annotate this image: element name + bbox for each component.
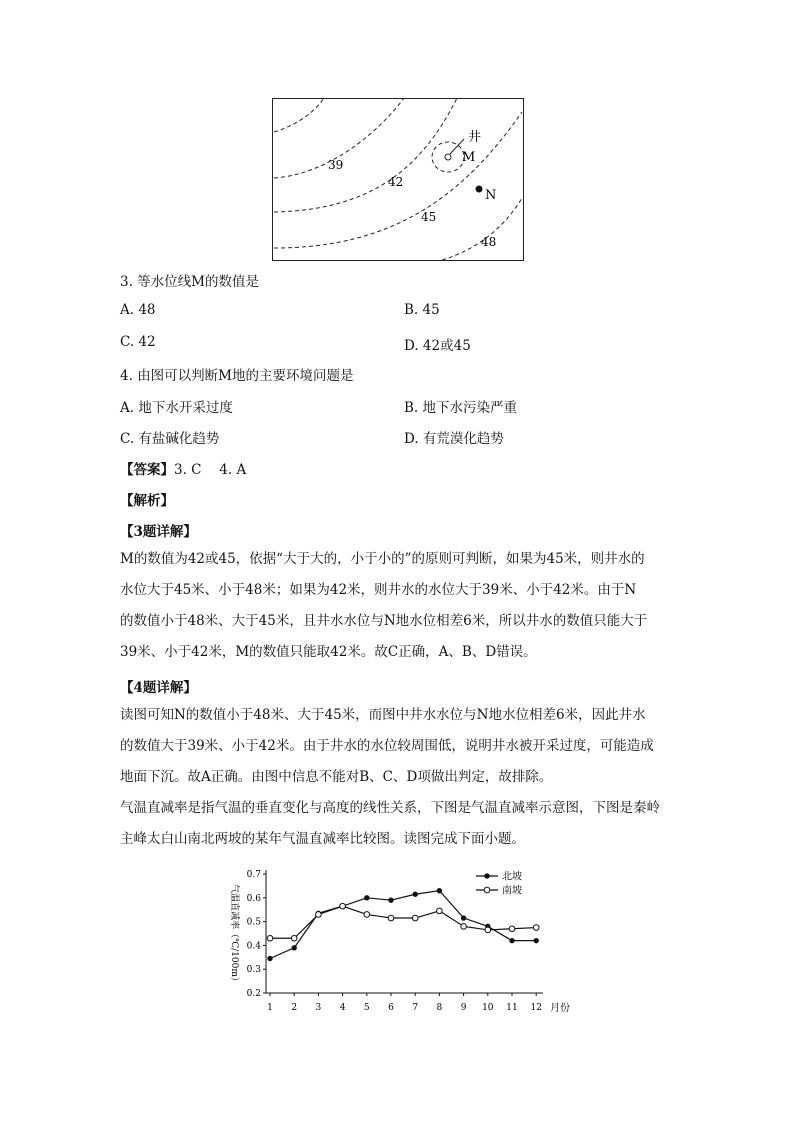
question-4-option-c: C. 有盐碱化趋势: [120, 431, 220, 447]
chart-point-1: [365, 896, 369, 900]
intro-paragraph: [120, 793, 680, 855]
chart-point-1: [268, 956, 272, 960]
answer-label: 【答案】: [120, 462, 174, 478]
chart-point-2: [267, 935, 273, 941]
chart-point-1: [292, 946, 296, 950]
chart-y-tick-label: 0.7: [246, 870, 261, 880]
analysis-label: 【解析】: [120, 493, 174, 509]
chart-y-tick-label: 0.2: [246, 989, 261, 999]
chart-point-2: [316, 912, 322, 918]
lapse-rate-chart: [218, 860, 588, 1020]
question-4-option-b: B. 地下水污染严重: [404, 400, 518, 416]
chart-legend-label: 南坡: [502, 885, 522, 897]
question-4-option-a: A. 地下水开采过度: [120, 400, 233, 416]
chart-y-tick-label: 0.3: [246, 965, 261, 976]
chart-point-1: [437, 888, 441, 892]
chart-y-tick-label: 0.6: [246, 893, 261, 904]
question-3-option-b: B. 45: [404, 302, 440, 318]
chart-point-2: [291, 935, 297, 941]
contour-label-42: 42: [388, 175, 404, 189]
chart-point-1: [389, 898, 393, 902]
chart-legend-marker: [485, 874, 489, 878]
chart-x-tick-label: 4: [339, 1003, 346, 1013]
question-3-stem: 3. 等水位线M的数值是: [120, 274, 259, 290]
chart-point-1: [413, 892, 417, 896]
intro-line: 气温直减率是指气温的垂直变化与高度的线性关系，下图是气温直减率示意图，下图是秦岭: [120, 800, 660, 816]
chart-point-2: [485, 927, 491, 933]
chart-y-tick-label: 0.4: [246, 941, 261, 952]
question-3-option-a: A. 48: [120, 302, 156, 318]
intro-line: 主峰太白山南北两坡的某年气温直减率比较图。读图完成下面小题。: [120, 831, 525, 847]
chart-x-axis-label: 月份: [550, 1003, 570, 1014]
point-n-label: N: [485, 188, 497, 203]
contour-label-48: 48: [481, 235, 497, 249]
well-label: 井: [468, 130, 482, 145]
contour-label-39: 39: [328, 158, 344, 172]
chart-x-tick-label: 5: [363, 1003, 370, 1013]
question-4-stem: 4. 由图可以判断M地的主要环境问题是: [120, 368, 354, 384]
chart-x-tick-label: 6: [388, 1003, 394, 1013]
chart-series-line-2: [270, 906, 536, 938]
detail-4-line: 的数值大于39米、小于42米。由于井水的水位较周围低，说明井水被开采过度，可能造成: [120, 738, 654, 754]
groundwater-contour-map: [272, 98, 524, 261]
chart-y-tick-label: 0.5: [246, 917, 261, 928]
detail-3-line: 的数值小于48米、大于45米，且井水水位与N地水位相差6米，所以井水的数值只能大于: [120, 613, 648, 629]
question-3-option-d: D. 42或45: [404, 338, 471, 354]
contour-label-45: 45: [421, 210, 437, 224]
chart-point-1: [510, 938, 514, 942]
detail-4-body: [120, 700, 680, 793]
chart-x-tick-label: 11: [506, 1003, 518, 1013]
chart-point-2: [533, 925, 539, 931]
chart-x-tick-label: 12: [530, 1003, 542, 1013]
point-n-marker: [476, 186, 483, 193]
detail-4-label: 【4题详解】: [120, 680, 197, 696]
chart-point-2: [412, 915, 418, 921]
question-3-option-c: C. 42: [120, 334, 156, 350]
answer-line: [120, 458, 246, 478]
answer-text: 3. C 4. A: [174, 462, 247, 478]
chart-series-line-1: [270, 891, 536, 959]
chart-point-1: [534, 938, 538, 942]
chart-y-axis-label: 气温直减率（℃/100m）: [229, 884, 239, 986]
detail-3-label: 【3题详解】: [120, 524, 197, 540]
chart-x-tick-label: 7: [412, 1003, 419, 1013]
detail-4-line: 地面下沉。故A正确。由图中信息不能对B、C、D项做出判定，故排除。: [120, 769, 553, 785]
question-4-option-d: D. 有荒漠化趋势: [404, 431, 504, 447]
chart-legend-marker: [484, 887, 490, 893]
chart-legend: [476, 870, 522, 897]
chart-x-tick-label: 10: [482, 1003, 494, 1013]
chart-x-tick-label: 1: [267, 1003, 273, 1013]
chart-x-tick-label: 3: [315, 1003, 322, 1013]
well-marker: [445, 154, 451, 160]
chart-x-tick-label: 2: [291, 1003, 298, 1013]
chart-point-2: [437, 908, 443, 914]
chart-point-2: [388, 915, 394, 921]
chart-point-2: [340, 903, 346, 909]
detail-3-line: M的数值为42或45，依据“大于大的，小于小的”的原则可判断，如果为45米，则井水的: [120, 551, 645, 567]
detail-4-line: 读图可知N的数值小于48米、大于45米，而图中井水水位与N地水位相差6米，因此井水: [120, 707, 646, 723]
chart-point-2: [364, 912, 370, 918]
chart-x-tick-label: 9: [460, 1003, 467, 1013]
detail-3-line: 39米、小于42米，M的数值只能取42米。故C正确，A、B、D错误。: [120, 644, 537, 660]
chart-point-2: [461, 924, 467, 930]
detail-3-body: [120, 544, 680, 668]
chart-x-tick-label: 8: [436, 1003, 443, 1013]
chart-legend-label: 北坡: [502, 871, 522, 883]
chart-point-2: [509, 926, 515, 932]
chart-point-1: [461, 916, 465, 920]
contour-label-m: M: [462, 150, 476, 165]
detail-3-line: 水位大于45米、小于48米；如果为42米，则井水的水位大于39米、小于42米。由于N: [120, 582, 637, 598]
